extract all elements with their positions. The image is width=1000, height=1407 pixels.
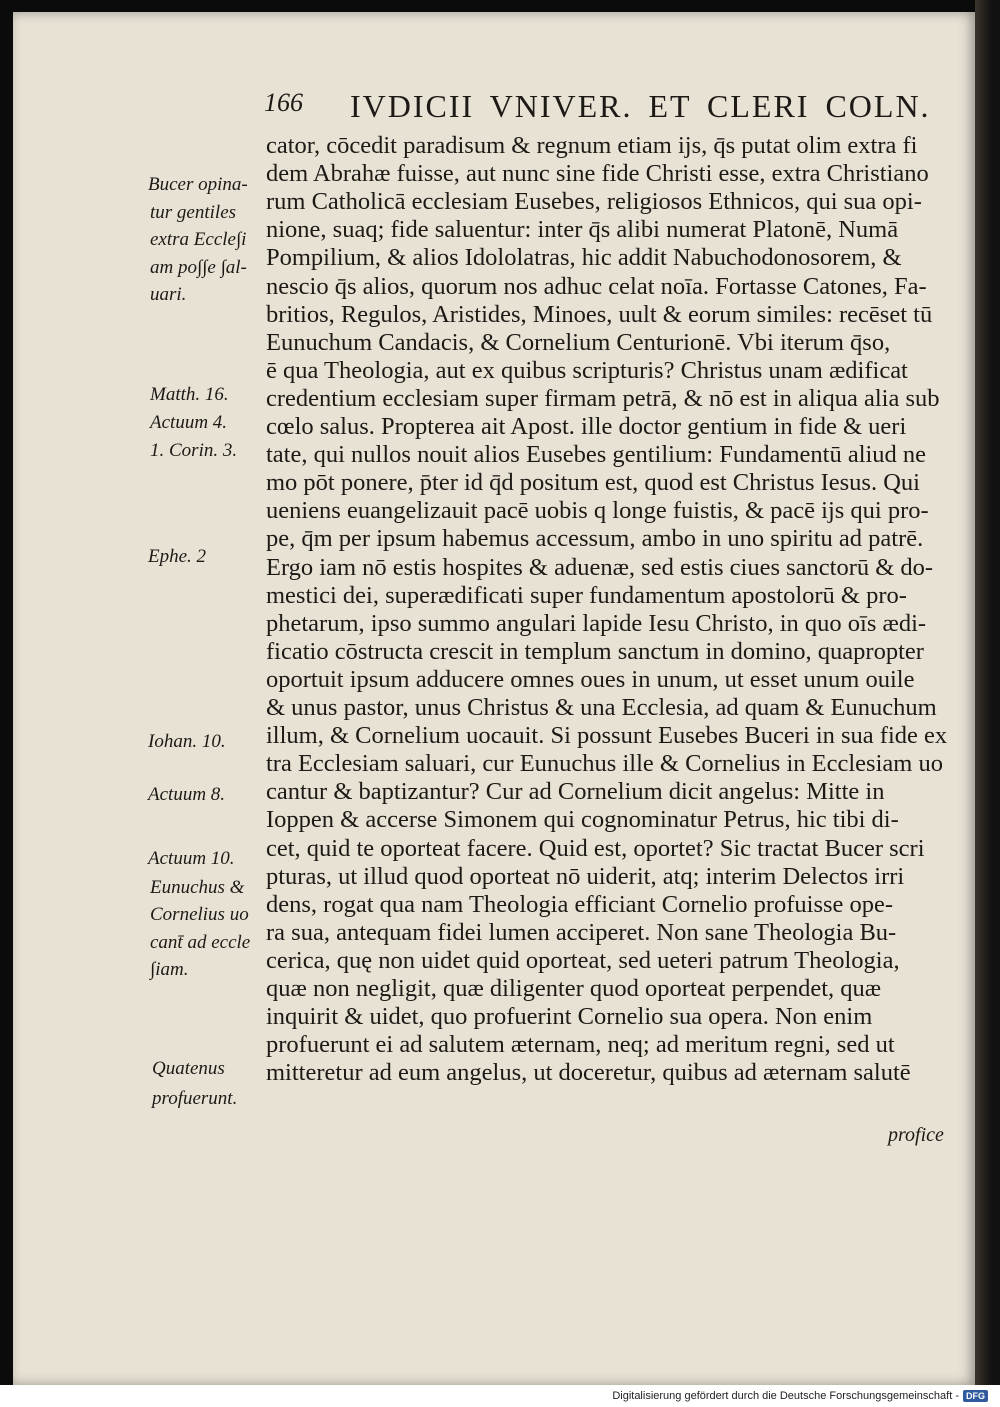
- text-line: cœlo salus. Propterea ait Apost. ille doctor gentium in fide & ueri: [266, 413, 907, 440]
- text-line: profuerunt ei ad salutem æternam, neq; ad meritum regni, sed ut: [266, 1031, 895, 1059]
- book-spine: [975, 0, 1000, 1385]
- text-line: credentium ecclesiam super firmam petrā, & nō est in aliqua alia sub: [266, 384, 940, 412]
- text-line: tate, qui nullos nouit alios Eusebes gentilium: Fundamentū aliud ne: [266, 441, 927, 469]
- margin-note: Actuum 4.: [150, 412, 228, 433]
- text-line: phetarum, ipso summo angulari lapide Iesu Christo, in quo oīs ædi-: [266, 609, 927, 637]
- footer-credit-text: Digitalisierung gefördert durch die Deutsche Forschungsgemeinschaft -: [612, 1390, 959, 1402]
- text-line: cerica, quę non uidet quid oporteat, sed ueteri patrum Theologia,: [266, 946, 900, 974]
- text-line: dem Abrahæ fuisse, aut nunc sine fide Christi esse, extra Christiano: [266, 160, 929, 188]
- text-line: pe, q̄m per ipsum habemus accessum, ambo in uno spiritu ad patrē.: [266, 525, 924, 553]
- text-line: Pompilium, & alios Idololatras, hic addit Nabuchodonosorem, &: [266, 244, 902, 272]
- margin-note: profuerunt.: [152, 1088, 238, 1109]
- text-line: britios, Regulos, Aristides, Minoes, uult & eorum similes: recēset tū: [266, 300, 933, 328]
- footer-credit: [612, 1390, 988, 1402]
- text-line: nione, suaq; fide saluentur: inter q̄s alibi numerat Platonē, Numā: [266, 216, 899, 244]
- dfg-logo: DFG: [963, 1390, 988, 1402]
- margin-note: Cornelius uo: [150, 904, 249, 925]
- margin-note: Matth. 16.: [150, 384, 229, 405]
- margin-note: 1. Corin. 3.: [150, 440, 238, 461]
- text-line: mo pōt ponere, p̄ter id q̄d positum est, quod est Christus Iesus. Qui: [266, 469, 920, 497]
- margin-note: Quatenus: [152, 1058, 225, 1079]
- text-line: tra Ecclesiam saluari, cur Eunuchus ille & Cornelius in Ecclesiam uo: [266, 750, 943, 778]
- text-line: ueniens euangelizauit pacē uobis q longe fuistis, & pacē ijs qui pro-: [266, 497, 929, 525]
- text-line: inquirit & uidet, quo profuerint Cornelio sua opera. Non enim: [266, 1003, 873, 1031]
- margin-note: tur gentiles: [150, 202, 237, 223]
- text-line: mestici dei, superædificati super fundamentum apostolorū & pro-: [266, 581, 907, 609]
- text-line: cet, quid te oporteat facere. Quid est, oportet? Sic tractat Bucer scri: [266, 834, 925, 862]
- catchword: profice: [888, 1124, 944, 1146]
- margin-note: Actuum 8.: [148, 784, 226, 805]
- running-title: IVDICII VNIVER. ET CLERI COLN.: [350, 88, 931, 124]
- margin-note: ∫iam.: [150, 959, 189, 980]
- margin-note: am po∫∫e ∫al-: [150, 257, 247, 278]
- text-line: ficatio cōstructa crescit in templum sanctum in domino, quapropter: [266, 637, 924, 665]
- text-line: ra sua, antequam fidei lumen acciperet. Non sane Theologia Bu-: [266, 918, 897, 946]
- text-line: pturas, ut illud quod oporteat nō uiderit, atq; interim Delectos irri: [266, 862, 905, 890]
- text-line: ē qua Theologia, aut ex quibus scripturis? Christus unam ædificat: [266, 356, 908, 384]
- text-line: nescio q̄s alios, quorum nos adhuc celat noīa. Fortasse Catones, Fa-: [266, 272, 927, 300]
- text-line: illum, & Cornelium uocauit. Si possunt Eusebes Buceri in sua fide ex: [266, 722, 948, 750]
- margin-note: Ephe. 2: [148, 546, 207, 567]
- margin-note: extra Eccle∫i: [150, 229, 247, 250]
- margin-note: Eunuchus &: [150, 877, 245, 898]
- text-line: mitteretur ad eum angelus, ut doceretur, quibus ad æternam salutē: [266, 1059, 911, 1087]
- text-line: cator, cōcedit paradisum & regnum etiam ijs, q̄s putat olim extra fi: [266, 132, 918, 159]
- page-number: 166: [264, 88, 303, 117]
- text-line: dens, rogat qua nam Theologia efficiant Cornelio profuisse ope-: [266, 890, 894, 918]
- margin-note: Iohan. 10.: [148, 731, 226, 752]
- text-line: Eunuchum Candacis, & Cornelium Centurionē. Vbi iterum q̄so,: [266, 328, 891, 356]
- text-line: Ergo iam nō estis hospites & aduenæ, sed estis ciues sanctorū & do-: [266, 553, 934, 581]
- text-line: rum Catholicā ecclesiam Eusebes, religiosos Ethnicos, qui sua opi-: [266, 188, 922, 216]
- margin-note: cant̄ ad eccle: [150, 932, 251, 953]
- text-line: Ioppen & accerse Simonem qui cognominatur Petrus, hic tibi di-: [266, 806, 899, 834]
- margin-note: uari.: [150, 284, 187, 305]
- text-line: quæ non negligit, quæ diligenter quod oporteat perpendet, quæ: [266, 975, 882, 1002]
- margin-note: Bucer opina-: [148, 174, 248, 195]
- margin-note: Actuum 10.: [148, 848, 235, 869]
- text-line: oportuit ipsum adducere omnes oues in unum, ut esset unum ouile: [266, 665, 915, 693]
- text-line: cantur & baptizantur? Cur ad Cornelium dicit angelus: Mitte in: [266, 778, 885, 806]
- text-line: & unus pastor, unus Christus & una Ecclesia, ad quam & Eunuchum: [266, 694, 937, 721]
